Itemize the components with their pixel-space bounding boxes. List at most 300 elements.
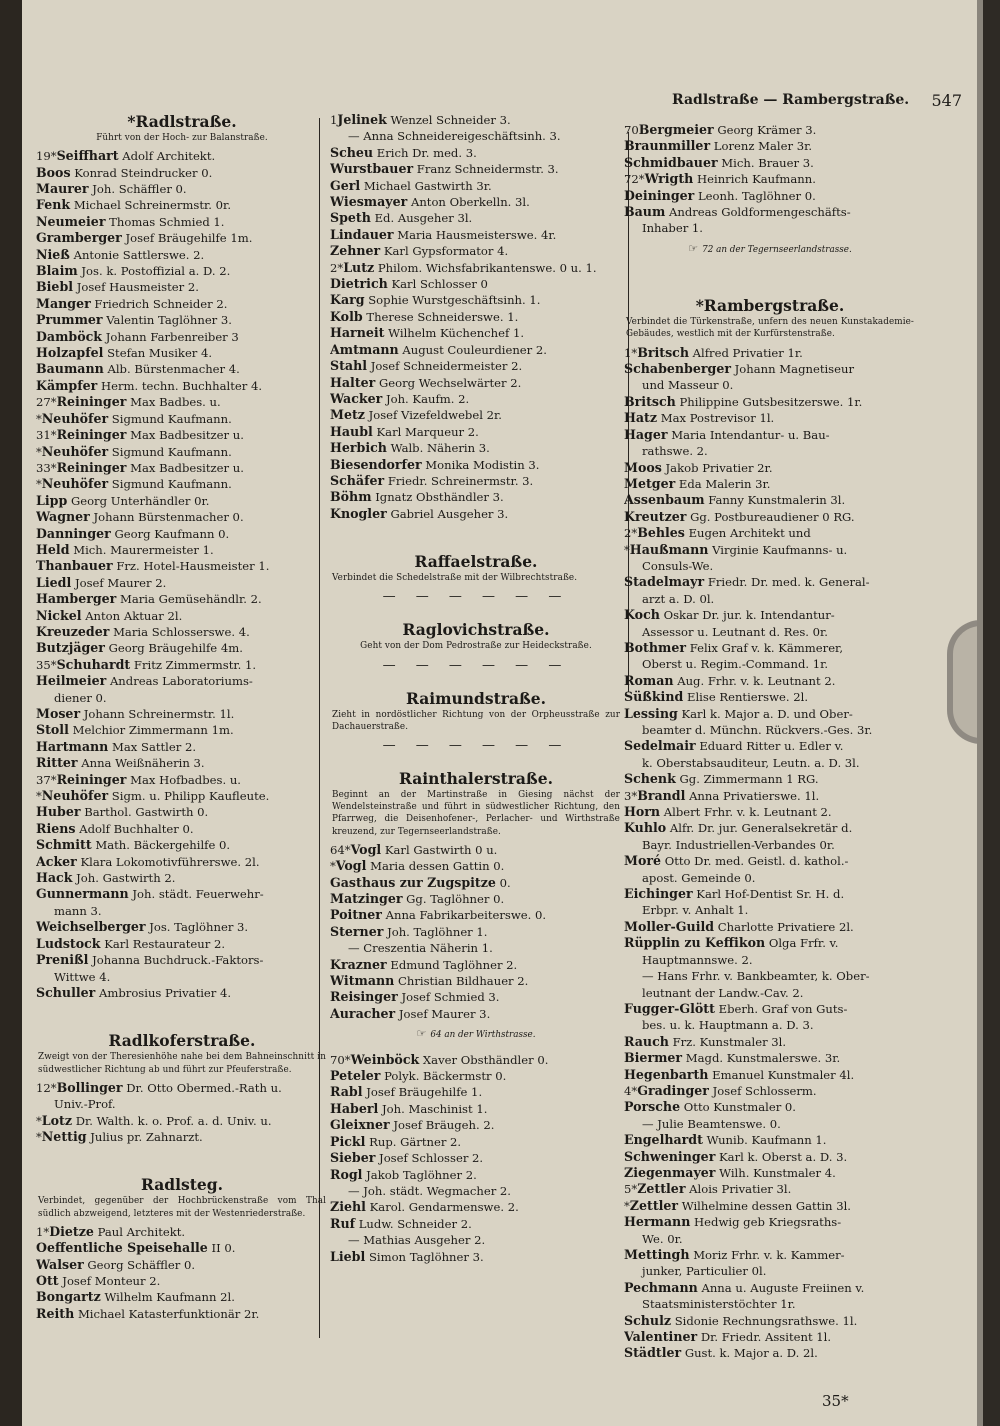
resident-details: Josef Bräugeh. 2. [393,1118,495,1133]
house-number: 19* [36,149,57,164]
directory-entry [36,345,328,361]
resident-details: Alfred Privatier 1r. [692,345,803,360]
directory-entry [36,821,328,837]
directory-entry [36,1240,328,1256]
resident-details: Andreas Goldformengeschäfts- [668,205,851,220]
resident-name: Neuhöfer [41,788,109,804]
house-number: 2* [624,526,638,541]
directory-entry [330,842,622,858]
section-gap [36,1001,328,1023]
house-number: * [36,477,42,492]
resident-name: Schabenberger [624,361,731,377]
house-number: * [36,411,42,426]
resident-details: Franz Schneidermstr. 3. [416,162,559,177]
directory-entry [36,575,328,591]
resident-details: Charlotte Privatiere 2l. [717,919,854,934]
directory-entry [36,870,328,886]
section-gap [624,266,916,288]
pointing-hand-icon: ☞ [416,1027,427,1041]
column-3 [624,122,916,1362]
resident-name: Wurstbauer [330,161,414,177]
resident-name: Dietze [49,1223,94,1239]
resident-details: Gust. k. Major a. D. 2l. [684,1346,818,1361]
directory-entry [36,854,328,870]
resident-name: Witmann [330,973,395,989]
resident-name: Nettig [41,1128,87,1144]
resident-name: Süßkind [624,689,684,705]
resident-details: Michael Schreinermstr. 0r. [73,198,232,213]
street-heading: Radlsteg. [141,1175,223,1195]
directory-entry [624,738,916,754]
resident-details: Moriz Frhr. v. k. Kammer- [693,1248,845,1262]
directory-entry [624,788,916,804]
thumb-index-tab [947,620,977,744]
entry-continuation: arzt a. D. 0l. [642,591,715,606]
directory-entry [624,1132,916,1148]
resident-details: Elise Rentierswe. 2l. [686,690,809,705]
resident-details: Aug. Frhr. v. k. Leutnant 2. [677,673,836,688]
resident-details: Georg Wechselwärter 2. [379,375,522,390]
house-number: 72* [624,172,645,187]
resident-details: Erich Dr. med. 3. [376,145,477,160]
resident-details: Max Badbesitzer u. [130,460,244,475]
resident-details: Maria Gemüsehändlr. 2. [119,592,262,607]
resident-name: Neumeier [36,213,106,229]
resident-details: Anna u. Auguste Freiinen v. [701,1280,865,1295]
directory-entry [36,1224,328,1240]
directory-entry [624,542,916,558]
resident-name: Blaim [36,263,78,279]
entry-continuation: Hauptmannswe. 2. [642,952,753,967]
resident-details: Wilhelm Kaufmann 2l. [104,1290,235,1305]
resident-details: Wilh. Kunstmaler 4. [719,1165,836,1180]
resident-name: Biesendorfer [330,456,422,472]
directory-entry [330,210,622,226]
note-text: 72 an der Tegernseerlandstrasse. [702,244,852,255]
resident-name: Britsch [624,393,676,409]
entry-continuation: — Joh. städt. Wegmacher 2. [348,1183,511,1198]
resident-details: Rup. Gärtner 2. [369,1134,462,1149]
resident-details: Anna Weißnäherin 3. [81,756,205,771]
directory-entry [330,145,622,161]
directory-entry [330,457,622,473]
resident-name: Krazner [330,956,387,972]
directory-entry [624,1280,916,1296]
entry-continuation: diener 0. [54,690,107,705]
entry-continuation: beamter d. Münchn. Rückvers.-Ges. 3r. [642,723,873,737]
directory-entry [624,394,916,410]
directory-entry [36,673,328,689]
resident-name: Haußmann [629,541,709,557]
resident-name: Behles [637,525,685,541]
directory-entry [36,263,328,279]
resident-name: Bollinger [56,1079,123,1095]
resident-details: Josef Bräugehilfe 1m. [125,231,253,246]
resident-details: Johann Farbenreiber 3 [105,329,239,344]
resident-details: Ed. Ausgeher 3l. [374,211,473,226]
resident-details: Michael Gastwirth 3r. [363,178,492,193]
directory-entry [624,673,916,689]
directory-entry [36,1129,328,1145]
street-heading: Raglovichstraße. [402,620,550,640]
directory-entry [36,279,328,295]
resident-name: Knogler [330,505,387,521]
directory-entry [624,1099,916,1115]
resident-name: Herbich [330,440,387,456]
resident-details: Frz. Kunstmaler 3l. [672,1034,787,1049]
resident-name: Schuller [36,984,96,1000]
resident-details: Josef Schneidermeister 2. [370,359,523,374]
directory-entry [624,820,916,836]
resident-name: Mettingh [624,1247,690,1262]
resident-details: Christian Bildhauer 2. [398,974,529,989]
resident-details: Hedwig geb Kriegsraths- [694,1215,842,1230]
resident-name: Hamberger [36,591,117,607]
resident-name: Damböck [36,328,103,344]
resident-details: Mich. Brauer 3. [721,155,814,170]
house-number: 70 [624,123,639,137]
resident-name: Weinböck [350,1051,420,1067]
resident-name: Gramberger [36,230,122,246]
resident-name: Thanbauer [36,558,113,574]
street-description: Führt von der Hoch- zur Balanstraße. [96,133,268,143]
resident-details: Georg Krämer 3. [717,123,817,137]
directory-entry [330,1052,622,1068]
directory-entry [36,378,328,394]
directory-entry [36,148,328,164]
no-entries-dashes: — — — — — — [382,589,570,605]
directory-entry [36,558,328,574]
directory-entry [624,1247,916,1263]
resident-name: Vogl [350,841,382,857]
street-description: Verbindet die Schedelstraße mit der Wilbrechtstraße. [332,573,578,584]
directory-entry [36,591,328,607]
directory-entry [624,1345,916,1361]
resident-name: Zehner [330,243,381,259]
resident-details: Anton Aktuar 2l. [85,608,183,623]
resident-details: Monika Modistin 3. [425,457,540,472]
resident-name: Wrigth [644,171,694,187]
directory-entry [330,375,622,391]
resident-name: Wiesmayer [330,194,408,210]
resident-details: Leonh. Taglöhner 0. [697,188,816,203]
street-description: Zweigt von der Theresienhöhe nahe bei dem Bahneinschnitt in südwestlicher Richtung ab und führt zur Pfeuferstraße. [38,1052,326,1075]
resident-name: Ziehl [330,1199,366,1215]
resident-details: Magd. Kunstmalerswe. 3r. [685,1051,841,1066]
resident-name: Seiffhart [56,148,119,164]
resident-name: Sedelmair [624,738,696,754]
resident-details: Alb. Bürstenmacher 4. [107,362,240,377]
entry-continuation: Univ.-Prof. [54,1097,116,1112]
house-number: * [36,789,42,804]
resident-name: Haberl [330,1100,379,1116]
directory-entry [330,243,622,259]
directory-entry [36,542,328,558]
resident-name: Peteler [330,1068,381,1084]
house-number: 2* [330,260,344,275]
entry-continuation: bes. u. k. Hauptmann a. D. 3. [642,1018,814,1033]
resident-name: Moser [36,706,81,722]
resident-name: Acker [36,853,77,869]
no-entries-dashes: — — — — — — [382,737,570,753]
resident-name: Haubl [330,423,373,439]
resident-details: Heinrich Kaufmann. [697,172,816,187]
street-description: Beginnt an der Martinstraße in Giesing nächst der Wendelsteinstraße und führt in südwestlicher Richtung, den Pfarrweg, die Deisenhofener-, Perlacher- und Wirthstraße kreuzend, zur Tegernseerlandstraße. [332,789,620,837]
resident-details: August Couleurdiener 2. [402,342,547,357]
directory-entry [624,204,916,220]
directory-entry [330,276,622,292]
directory-entry [36,1257,328,1273]
house-number: 3* [624,788,638,803]
resident-details: Valentin Taglöhner 3. [106,313,232,328]
resident-details: Johann Bürstenmacher 0. [93,510,244,525]
directory-entry [624,1214,916,1230]
directory-entry [624,460,916,476]
resident-name: Hegenbarth [624,1066,709,1082]
resident-name: Dietrich [330,276,388,292]
directory-entry [330,891,622,907]
house-number: 1* [624,345,638,360]
resident-name: Eichinger [624,886,693,902]
pointing-hand-icon: ☞ [688,241,699,255]
resident-name: Hermann [624,1214,691,1230]
resident-details: Gg. Zimmermann 1 RG. [679,772,819,787]
resident-name: Horn [624,804,661,820]
resident-name: Städtler [624,1345,682,1361]
resident-name: Matzinger [330,891,403,906]
resident-name: Gerl [330,177,361,193]
resident-name: Lessing [624,705,678,721]
resident-details: Lorenz Maler 3r. [713,139,813,154]
resident-details: Jakob Privatier 2r. [665,460,773,475]
resident-name: Reininger [56,459,127,475]
resident-details: Karl k. Oberst a. D. 3. [719,1149,848,1164]
resident-name: Hartmann [36,738,109,754]
resident-name: Butzjäger [36,640,105,656]
street-description: Geht von der Dom Pedrostraße zur Heideckstraße. [360,641,592,652]
resident-details: Gabriel Ausgeher 3. [390,506,509,521]
resident-details: Jos. Taglöhner 3. [149,920,249,935]
entry-continuation: — Mathias Ausgeher 2. [348,1233,486,1248]
directory-entry [330,1068,622,1084]
resident-name: Jelinek [337,112,387,127]
resident-details: Alois Privatier 3l. [689,1182,792,1197]
directory-entry [330,112,622,128]
resident-details: Max Hofbadbes. u. [130,772,241,787]
resident-name: Baumann [36,361,104,377]
resident-name: Sterner [330,923,384,939]
directory-entry [624,607,916,623]
resident-details: Emanuel Kunstmaler 4l. [712,1067,855,1082]
resident-details: Adolf Buchhalter 0. [79,821,194,836]
resident-name: Biermer [624,1050,683,1066]
directory-entry [624,188,916,204]
resident-details: Max Badbes. u. [130,395,221,410]
resident-name: Deininger [624,187,695,203]
directory-entry [330,1216,622,1232]
directory-entry [624,361,916,377]
resident-name: Metz [330,407,365,423]
resident-details: Karl Gastwirth 0 u. [384,842,498,857]
directory-entry [624,1067,916,1083]
directory-entry [330,227,622,243]
resident-details: Fritz Zimmermstr. 1. [133,657,257,672]
directory-entry [624,640,916,656]
directory-entry [624,706,916,722]
entry-continuation: und Masseur 0. [642,378,734,393]
resident-details: Math. Bäckergehilfe 0. [95,838,231,853]
directory-entry [330,1084,622,1100]
resident-name: Roman [624,672,674,688]
resident-name: Reininger [56,771,127,787]
resident-details: Wilhelmine dessen Gattin 3l. [681,1198,851,1213]
resident-name: Kolb [330,308,363,324]
house-number: * [624,1198,630,1213]
resident-details: Joh. Schäffler 0. [92,182,187,197]
resident-details: Julius pr. Zahnarzt. [90,1129,203,1144]
book-spine [977,0,1000,1426]
resident-name: Moller-Guild [624,918,715,934]
resident-details: Mich. Maurermeister 1. [73,542,214,557]
page-header [672,92,962,114]
resident-details: Fanny Kunstmalerin 3l. [708,493,846,508]
resident-details: Johann Schreinermstr. 1l. [83,707,235,722]
resident-details: Dr. Otto Obermed.-Rath u. [126,1080,282,1095]
resident-name: Brandl [637,787,686,803]
directory-entry [330,161,622,177]
directory-entry [624,1329,916,1345]
house-number: * [330,859,336,874]
resident-details: Johann Magnetiseur [734,362,855,377]
resident-details: Wenzel Schneider 3. [390,113,511,127]
resident-details: Karol. Gendarmenswe. 2. [369,1200,519,1215]
resident-details: Karl Marqueur 2. [376,424,479,439]
resident-name: Schmitt [36,837,92,853]
resident-details: Johanna Buchdruck.-Faktors- [92,953,264,968]
directory-entry [624,1034,916,1050]
directory-entry [36,444,328,460]
cross-reference-note [624,241,916,258]
directory-entry [36,1289,328,1305]
resident-name: Gleixner [330,1117,390,1133]
resident-name: Speth [330,210,371,226]
resident-name: Reisinger [330,989,398,1005]
resident-details: Josef Schmied 3. [401,990,500,1005]
resident-details: Anna Fabrikarbeiterswe. 0. [385,908,547,923]
resident-name: Biebl [36,279,74,295]
note-text: 64 an der Wirthstrasse. [430,1030,536,1041]
resident-details: Maria dessen Gattin 0. [370,859,505,874]
resident-name: Karg [330,292,365,308]
directory-entry [36,165,328,181]
resident-name: Fugger-Glött [624,1000,715,1016]
resident-details: Joh. Maschinist 1. [381,1101,488,1116]
directory-entry [330,1134,622,1150]
directory-entry [36,640,328,656]
street-heading: Raimundstraße. [405,688,547,708]
resident-details: Edmund Taglöhner 2. [390,957,518,972]
street-description: Verbindet die Türkenstraße, unfern des neuen Kunstakademie-Gebäudes, westlich mit der Kurfürstenstraße. [626,317,914,340]
resident-details: Georg Kaufmann 0. [114,526,230,541]
resident-name: Stadelmayr [624,574,705,590]
entry-continuation: Assessor u. Leutnant d. Res. 0r. [642,624,828,639]
directory-entry [36,919,328,935]
resident-details: Ludw. Schneider 2. [358,1216,472,1231]
directory-entry [624,919,916,935]
resident-name: Valentiner [624,1329,698,1345]
resident-details: Karl Schlosser 0 [391,277,488,292]
resident-name: Neuhöfer [41,410,109,426]
directory-entry [36,427,328,443]
entry-continuation: — Creszentia Näherin 1. [348,941,493,956]
resident-name: Vogl [335,858,367,874]
resident-name: Maurer [36,181,89,197]
directory-entry [624,476,916,492]
directory-entry [330,924,622,940]
directory-entry [624,1149,916,1165]
resident-name: Schmidbauer [624,154,718,170]
resident-details: Sigm. u. Philipp Kaufleute. [111,789,270,804]
directory-entry [624,935,916,951]
resident-name: Böhm [330,489,372,505]
resident-name: Liebl [330,1248,366,1264]
resident-details: Gg. Taglöhner 0. [406,892,505,906]
directory-entry [36,985,328,1001]
resident-details: Olga Frfr. v. [768,936,839,951]
directory-entry [36,772,328,788]
directory-entry [330,292,622,308]
directory-entry [330,473,622,489]
left-page-edge [0,0,22,1426]
directory-entry [624,171,916,187]
resident-name: Danninger [36,525,111,541]
directory-entry [624,771,916,787]
resident-details: Max Sattler 2. [112,739,197,754]
resident-name: Auracher [330,1005,396,1021]
resident-name: Reininger [56,394,127,410]
resident-details: Michael Katasterfunktionär 2r. [77,1306,260,1321]
directory-entry [36,837,328,853]
resident-details: Philippine Gutsbesitzerswe. 1r. [679,394,863,409]
resident-name: Stahl [330,358,368,374]
resident-details: Karl Hof-Dentist Sr. H. d. [696,887,845,902]
resident-details: Wunib. Kaufmann 1. [706,1133,827,1148]
directory-entry [624,492,916,508]
directory-entry [330,1150,622,1166]
resident-details: Georg Unterhändler 0r. [70,493,210,508]
resident-details: Maria Intendantur- u. Bau- [671,427,830,442]
directory-entry [36,526,328,542]
resident-details: Eda Malerin 3r. [678,476,771,491]
directory-entry [330,1101,622,1117]
column-1 [36,104,328,1322]
resident-details: Albert Frhr. v. k. Leutnant 2. [663,805,832,820]
resident-details: Gg. Postbureaudiener 0 RG. [690,509,855,524]
running-title: Radlstraße — Rambergstraße. [672,92,910,108]
resident-name: Holzapfel [36,345,104,361]
resident-name: Porsche [624,1099,681,1115]
resident-details: Friedrich Schneider 2. [94,296,228,311]
resident-details: Josef Schlosser 2. [379,1151,484,1166]
directory-entry [330,309,622,325]
directory-entry [36,1080,328,1096]
directory-entry [36,1273,328,1289]
resident-name: Held [36,541,70,557]
house-number: 37* [36,772,57,787]
resident-name: Engelhardt [624,1132,703,1148]
entry-continuation: leutnant der Landw.-Cav. 2. [642,985,804,1000]
resident-details: Konrad Steindrucker 0. [74,165,213,180]
